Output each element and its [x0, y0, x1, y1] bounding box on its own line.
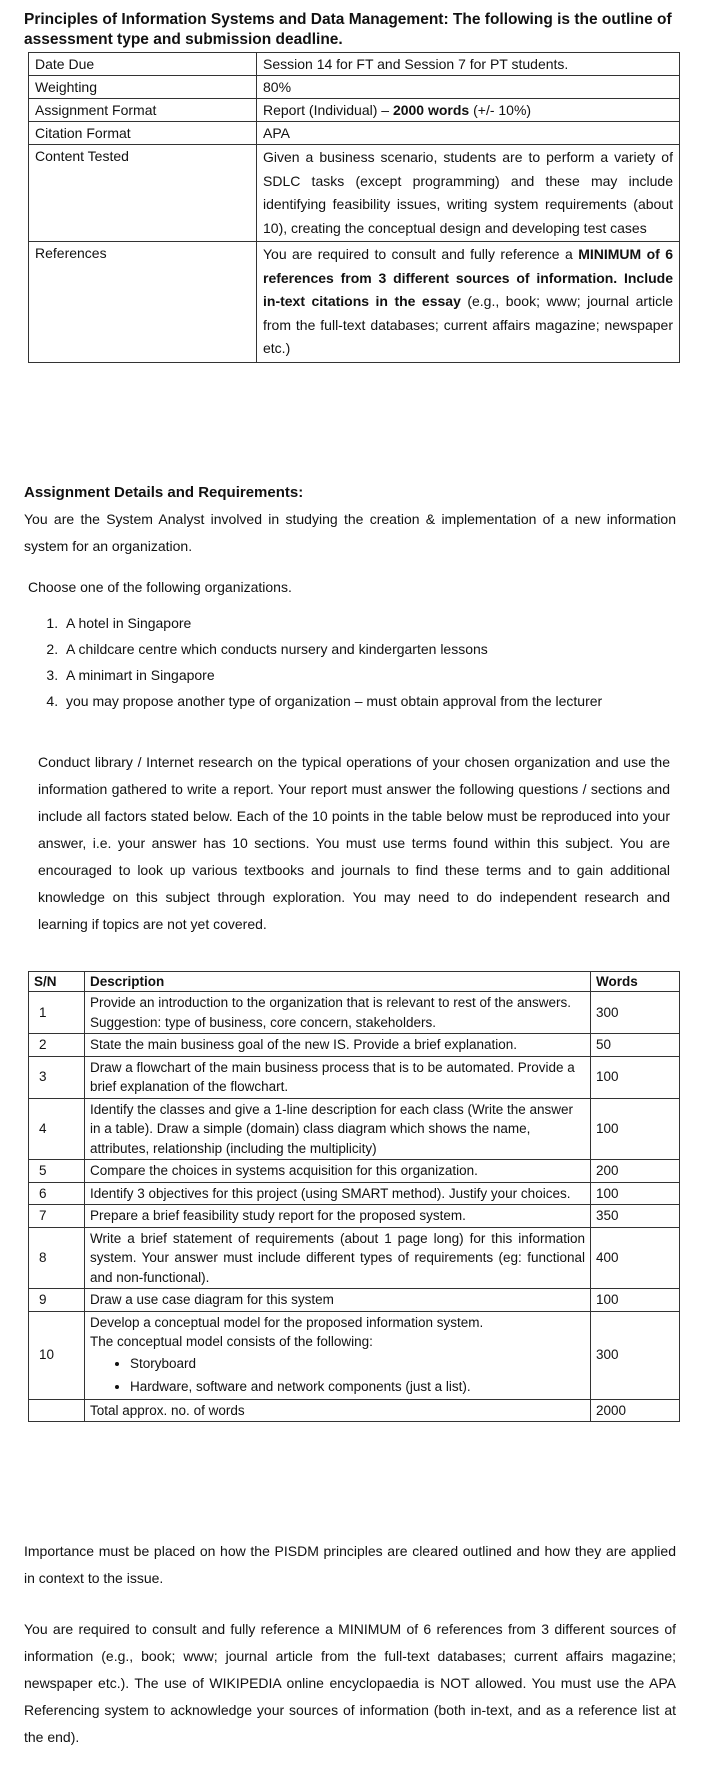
list-item: 3. A minimart in Singapore: [62, 662, 602, 688]
total-label: Total approx. no. of words: [85, 1399, 591, 1422]
intro-paragraph: You are the System Analyst involved in studying the creation & implementation of a new information system for an organization.: [24, 511, 676, 554]
info-row-weighting: [29, 76, 680, 99]
references-paragraph: You are required to consult and fully reference a MINIMUM of 6 references from 3 different sources of information (e.g., book; www; journal article from the full-text databases; current affairs magazine; newspaper etc.). The use of WIKIPEDIA online encyclopaedia is NOT allowed. You must use the APA Referencing system to acknowledge your sources of information (both in-text, and as a reference list at the end).: [24, 1621, 676, 1745]
row-sn: 9: [29, 1289, 85, 1312]
document-title: Principles of Information Systems and Data Management: The following is the outline of assessment type and submission deadline.: [24, 11, 672, 48]
info-key: Citation Format: [29, 122, 257, 145]
row-sn: 3: [29, 1056, 85, 1098]
component-bullets: [90, 1352, 585, 1398]
info-value: Session 14 for FT and Session 7 for PT students.: [257, 53, 680, 76]
row-words: 300: [591, 992, 680, 1034]
row-description: State the main business goal of the new IS. Provide a brief explanation.: [85, 1034, 591, 1057]
info-key: References: [29, 242, 257, 363]
info-value-bold: 2000 words: [392, 102, 470, 118]
row-description: Identify the classes and give a 1-line description for each class (Write the answer in a table). Draw a simple (domain) class diagram which shows the name, attributes, relationship (including the multiplicity): [85, 1098, 591, 1160]
row-description: [85, 1311, 591, 1399]
row-sn: 5: [29, 1160, 85, 1183]
info-key: Assignment Format: [29, 99, 257, 122]
info-row-citation-format: [29, 122, 680, 145]
row-words: 50: [591, 1034, 680, 1057]
info-value: Given a business scenario, students are to perform a variety of SDLC tasks (except programming) and these may include identifying feasibility issues, writing system requirements (about 10), creating the conceptual design and developing test cases: [257, 145, 680, 242]
info-value-pre: Report (Individual) –: [263, 102, 393, 118]
row-description: Provide an introduction to the organization that is relevant to rest of the answers. Suggestion: type of business, core concern, stakeholders.: [85, 992, 591, 1034]
row-sn: 7: [29, 1205, 85, 1228]
info-value: APA: [257, 122, 680, 145]
row-description: Compare the choices in systems acquisition for this organization.: [85, 1160, 591, 1183]
organization-list: [36, 610, 602, 714]
column-header-description: Description: [85, 972, 591, 992]
table-row: [29, 1098, 680, 1160]
info-value-bold: MINIMUM of 6 references from 3 different sources of information. Include in-text citations in the essay: [263, 246, 674, 309]
column-header-sn: S/N: [29, 972, 85, 992]
list-item: 1. A hotel in Singapore: [62, 610, 602, 636]
info-row-content-tested: [29, 145, 680, 242]
list-item: 2. A childcare centre which conducts nursery and kindergarten lessons: [62, 636, 602, 662]
info-key: Content Tested: [29, 145, 257, 242]
table-row: [29, 1160, 680, 1183]
bullet-item: • Storyboard: [130, 1352, 585, 1375]
row-description-line: The conceptual model consists of the following:: [90, 1334, 373, 1349]
table-row: [29, 1056, 680, 1098]
table-row: [29, 1289, 680, 1312]
total-words: 2000: [591, 1399, 680, 1422]
row-description: Draw a flowchart of the main business process that is to be automated. Provide a brief explanation of the flowchart.: [85, 1056, 591, 1098]
bullet-item: • Hardware, software and network components (just a list).: [130, 1375, 585, 1398]
column-header-words: Words: [591, 972, 680, 992]
table-header-row: [29, 972, 680, 992]
row-words: 100: [591, 1289, 680, 1312]
info-value: [257, 99, 680, 122]
info-value-pre: You are required to consult and fully reference a: [263, 246, 579, 262]
row-words: 100: [591, 1098, 680, 1160]
table-row: [29, 1205, 680, 1228]
row-description: Draw a use case diagram for this system: [85, 1289, 591, 1312]
row-words: 200: [591, 1160, 680, 1183]
row-sn: 10: [29, 1311, 85, 1399]
info-key: Date Due: [29, 53, 257, 76]
row-words: 100: [591, 1056, 680, 1098]
table-total-row: [29, 1399, 680, 1422]
list-item: 4. you may propose another type of organization – must obtain approval from the lecturer: [62, 688, 602, 714]
importance-paragraph: Importance must be placed on how the PISDM principles are cleared outlined and how they are applied in context to the issue.: [24, 1543, 676, 1586]
row-words: 400: [591, 1227, 680, 1289]
table-row: [29, 1311, 680, 1399]
choose-instruction: Choose one of the following organizations.: [28, 579, 292, 595]
table-row: [29, 1227, 680, 1289]
table-row: [29, 1034, 680, 1057]
info-key: Weighting: [29, 76, 257, 99]
research-paragraph: Conduct library / Internet research on the typical operations of your chosen organization and use the information gathered to write a report. Your report must answer the following questions / sections and include all factors stated below. Each of the 10 points in the table below must be reproduced into your answer, i.e. your answer has 10 sections. You must use terms found within this subject. You are encouraged to look up various textbooks and journals to find these terms and to gain additional knowledge on this subject through exploration. You may need to do independent research and learning if topics are not yet covered.: [38, 754, 670, 932]
info-value: [257, 242, 680, 363]
info-value: 80%: [257, 76, 680, 99]
row-sn: 8: [29, 1227, 85, 1289]
row-description: Identify 3 objectives for this project (using SMART method). Justify your choices.: [85, 1182, 591, 1205]
info-row-references: [29, 242, 680, 363]
assessment-info-table: [28, 52, 680, 363]
info-row-assignment-format: [29, 99, 680, 122]
row-words: 300: [591, 1311, 680, 1399]
requirements-table: [28, 971, 680, 1422]
row-description: Prepare a brief feasibility study report for the proposed system.: [85, 1205, 591, 1228]
info-value-post: (e.g., book; www; journal article from the full-text databases; current affairs magazine; newspaper etc.): [263, 293, 673, 356]
table-row: [29, 1182, 680, 1205]
info-value-post: (+/- 10%): [469, 102, 532, 118]
row-sn: 2: [29, 1034, 85, 1057]
section-heading: Assignment Details and Requirements:: [24, 484, 304, 501]
row-description: Write a brief statement of requirements (about 1 page long) for this information system. Your answer must include different types of requirements (eg: functional and non-functional).: [85, 1227, 591, 1289]
row-words: 350: [591, 1205, 680, 1228]
row-sn: 1: [29, 992, 85, 1034]
row-sn: 4: [29, 1098, 85, 1160]
row-sn-empty: [29, 1399, 85, 1422]
table-row: [29, 992, 680, 1034]
info-row-date-due: [29, 53, 680, 76]
row-description-line: Develop a conceptual model for the proposed information system.: [90, 1314, 484, 1330]
row-sn: 6: [29, 1182, 85, 1205]
row-words: 100: [591, 1182, 680, 1205]
